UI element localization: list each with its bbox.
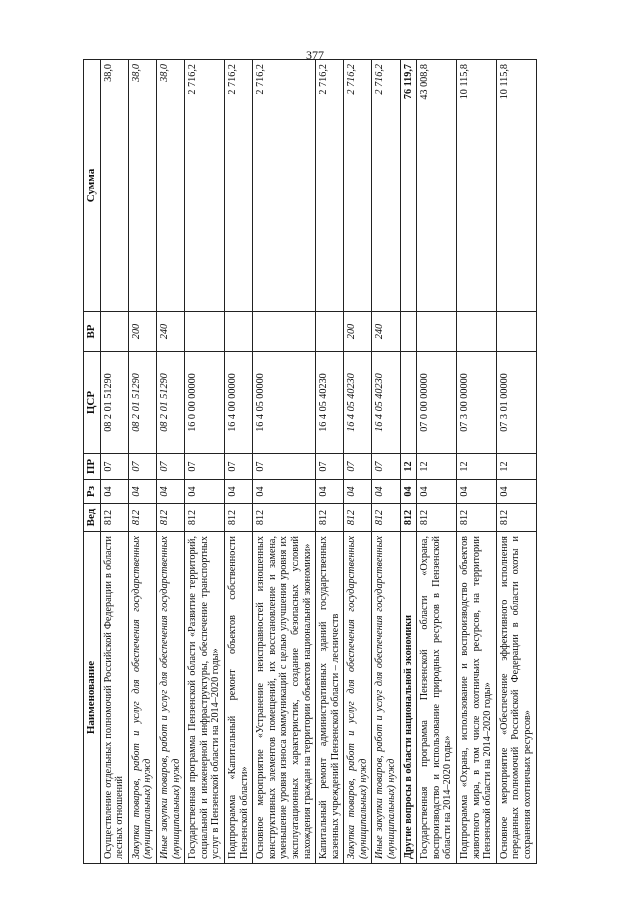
- table-row: [457, 60, 497, 864]
- cell-name: Капитальный ремонт административных зданий государственных казенных учреждений Пензенской области – лесничеств: [316, 532, 344, 864]
- cell-csr: 07 0 00 00000: [417, 352, 457, 454]
- cell-ved: 812: [100, 504, 128, 532]
- cell-csr: 16 4 05 40230: [344, 352, 372, 454]
- cell-pr: 07: [316, 454, 344, 480]
- cell-ved: 812: [253, 504, 316, 532]
- table-row: [185, 60, 225, 864]
- cell-ved: 812: [372, 504, 400, 532]
- cell-name: Подпрограмма «Охрана, использование и воспроизводство объектов животного мира, в том числе охотничьих ресурсов, на территории Пензенской области на 2014–2020 годы»: [457, 532, 497, 864]
- cell-vr: 240: [156, 312, 184, 352]
- cell-sum: 2 716,2: [185, 60, 225, 312]
- cell-name: Иные закупки товаров, работ и услуг для обеспечения государственных (муниципальных) нужд: [156, 532, 184, 864]
- cell-pr: 07: [156, 454, 184, 480]
- cell-csr: 08 2 01 51290: [156, 352, 184, 454]
- cell-name: Государственная программа Пензенской области «Развитие территорий, социальной и инженерной инфраструктуры, обеспечение транспортных услуг в Пензенской области на 2014–2020 годы»: [185, 532, 225, 864]
- cell-csr: 07 3 01 00000: [496, 352, 536, 454]
- cell-pr: 07: [128, 454, 156, 480]
- header-vr: ВР: [84, 312, 101, 352]
- cell-csr: 08 2 01 51290: [100, 352, 128, 454]
- cell-pr: 07: [372, 454, 400, 480]
- cell-rz: 04: [400, 480, 417, 504]
- cell-vr: 240: [372, 312, 400, 352]
- header-name: Наименование: [84, 532, 101, 864]
- cell-csr: 16 4 05 00000: [253, 352, 316, 454]
- cell-vr: [316, 312, 344, 352]
- cell-rz: 04: [316, 480, 344, 504]
- cell-name: Основное мероприятие «Обеспечение эффективного исполнения переданных полномочий Российской Федерации в области охоты и сохранения охотничьих ресурсов»: [496, 532, 536, 864]
- header-rz: Рз: [84, 480, 101, 504]
- cell-pr: 07: [100, 454, 128, 480]
- cell-name: Другие вопросы в области национальной экономики: [400, 532, 417, 864]
- cell-vr: [185, 312, 225, 352]
- cell-rz: 04: [344, 480, 372, 504]
- table-row: [224, 60, 252, 864]
- cell-csr: 08 2 01 51290: [128, 352, 156, 454]
- cell-csr: 16 4 05 40230: [316, 352, 344, 454]
- cell-ved: 812: [496, 504, 536, 532]
- cell-vr: [417, 312, 457, 352]
- cell-ved: 812: [457, 504, 497, 532]
- cell-sum: 10 115,8: [496, 60, 536, 312]
- rotated-table-container: [83, 60, 555, 864]
- cell-pr: 07: [344, 454, 372, 480]
- table-row: [253, 60, 316, 864]
- page-number: 377: [306, 48, 324, 62]
- cell-pr: 12: [417, 454, 457, 480]
- cell-pr: 12: [496, 454, 536, 480]
- cell-csr: 16 0 00 00000: [185, 352, 225, 454]
- cell-sum: 2 716,2: [316, 60, 344, 312]
- cell-name: Иные закупки товаров, работ и услуг для обеспечения государственных (муниципальных) нужд: [372, 532, 400, 864]
- cell-sum: 38,0: [128, 60, 156, 312]
- cell-rz: 04: [156, 480, 184, 504]
- cell-ved: 812: [156, 504, 184, 532]
- cell-vr: [253, 312, 316, 352]
- cell-rz: 04: [372, 480, 400, 504]
- budget-table: [83, 59, 537, 864]
- cell-vr: [496, 312, 536, 352]
- table-row: [400, 60, 417, 864]
- table-row: [496, 60, 536, 864]
- cell-name: Закупка товаров, работ и услуг для обеспечения государственных (муниципальных) нужд: [128, 532, 156, 864]
- cell-vr: 200: [344, 312, 372, 352]
- header-row: [84, 60, 101, 864]
- cell-ved: 812: [400, 504, 417, 532]
- cell-ved: 812: [224, 504, 252, 532]
- cell-csr: [400, 352, 417, 454]
- cell-csr: 16 4 00 00000: [224, 352, 252, 454]
- cell-csr: 16 4 05 40230: [372, 352, 400, 454]
- cell-sum: 43 008,8: [417, 60, 457, 312]
- cell-pr: 07: [224, 454, 252, 480]
- cell-ved: 812: [344, 504, 372, 532]
- cell-rz: 04: [185, 480, 225, 504]
- cell-pr: 07: [253, 454, 316, 480]
- cell-rz: 04: [253, 480, 316, 504]
- cell-rz: 04: [496, 480, 536, 504]
- cell-name: Подпрограмма «Капитальный ремонт объектов собственности Пензенской области»: [224, 532, 252, 864]
- cell-name: Осуществление отдельных полномочий Российской Федерации в области лесных отношений: [100, 532, 128, 864]
- cell-vr: [457, 312, 497, 352]
- cell-vr: [400, 312, 417, 352]
- cell-sum: 2 716,2: [253, 60, 316, 312]
- cell-sum: 2 716,2: [344, 60, 372, 312]
- cell-sum: 10 115,8: [457, 60, 497, 312]
- cell-vr: [100, 312, 128, 352]
- cell-pr: 12: [400, 454, 417, 480]
- cell-pr: 12: [457, 454, 497, 480]
- cell-ved: 812: [185, 504, 225, 532]
- cell-rz: 04: [128, 480, 156, 504]
- header-sum: Сумма: [84, 60, 101, 312]
- cell-ved: 812: [316, 504, 344, 532]
- cell-vr: 200: [128, 312, 156, 352]
- cell-rz: 04: [224, 480, 252, 504]
- cell-ved: 812: [128, 504, 156, 532]
- cell-sum: 2 716,2: [372, 60, 400, 312]
- table-row: [100, 60, 128, 864]
- cell-name: Основное мероприятие «Устранение неисправностей изношенных конструктивных элементов помещений, их восстановление и замена, уменьшение уровня износа коммуникаций с целью улучшения уровня их эксплуатационных характеристик, создание безопасных условий нахождения граждан на территории объектов национальной экономики»: [253, 532, 316, 864]
- cell-rz: 04: [457, 480, 497, 504]
- cell-rz: 04: [417, 480, 457, 504]
- cell-pr: 07: [185, 454, 225, 480]
- cell-vr: [224, 312, 252, 352]
- table-row: [372, 60, 400, 864]
- cell-sum: 2 716,2: [224, 60, 252, 312]
- table-row: [128, 60, 156, 864]
- cell-name: Закупка товаров, работ и услуг для обеспечения государственных (муниципальных) нужд: [344, 532, 372, 864]
- table-row: [316, 60, 344, 864]
- table-row: [417, 60, 457, 864]
- cell-name: Государственная программа Пензенской области «Охрана, воспроизводство и использование природных ресурсов в Пензенской области на 2014–2020 годы»: [417, 532, 457, 864]
- cell-rz: 04: [100, 480, 128, 504]
- header-csr: ЦСР: [84, 352, 101, 454]
- cell-sum: 38,0: [100, 60, 128, 312]
- cell-csr: 07 3 00 00000: [457, 352, 497, 454]
- cell-sum: 76 119,7: [400, 60, 417, 312]
- table-row: [156, 60, 184, 864]
- header-pr: ПР: [84, 454, 101, 480]
- cell-sum: 38,0: [156, 60, 184, 312]
- header-ved: Вед: [84, 504, 101, 532]
- cell-ved: 812: [417, 504, 457, 532]
- table-row: [344, 60, 372, 864]
